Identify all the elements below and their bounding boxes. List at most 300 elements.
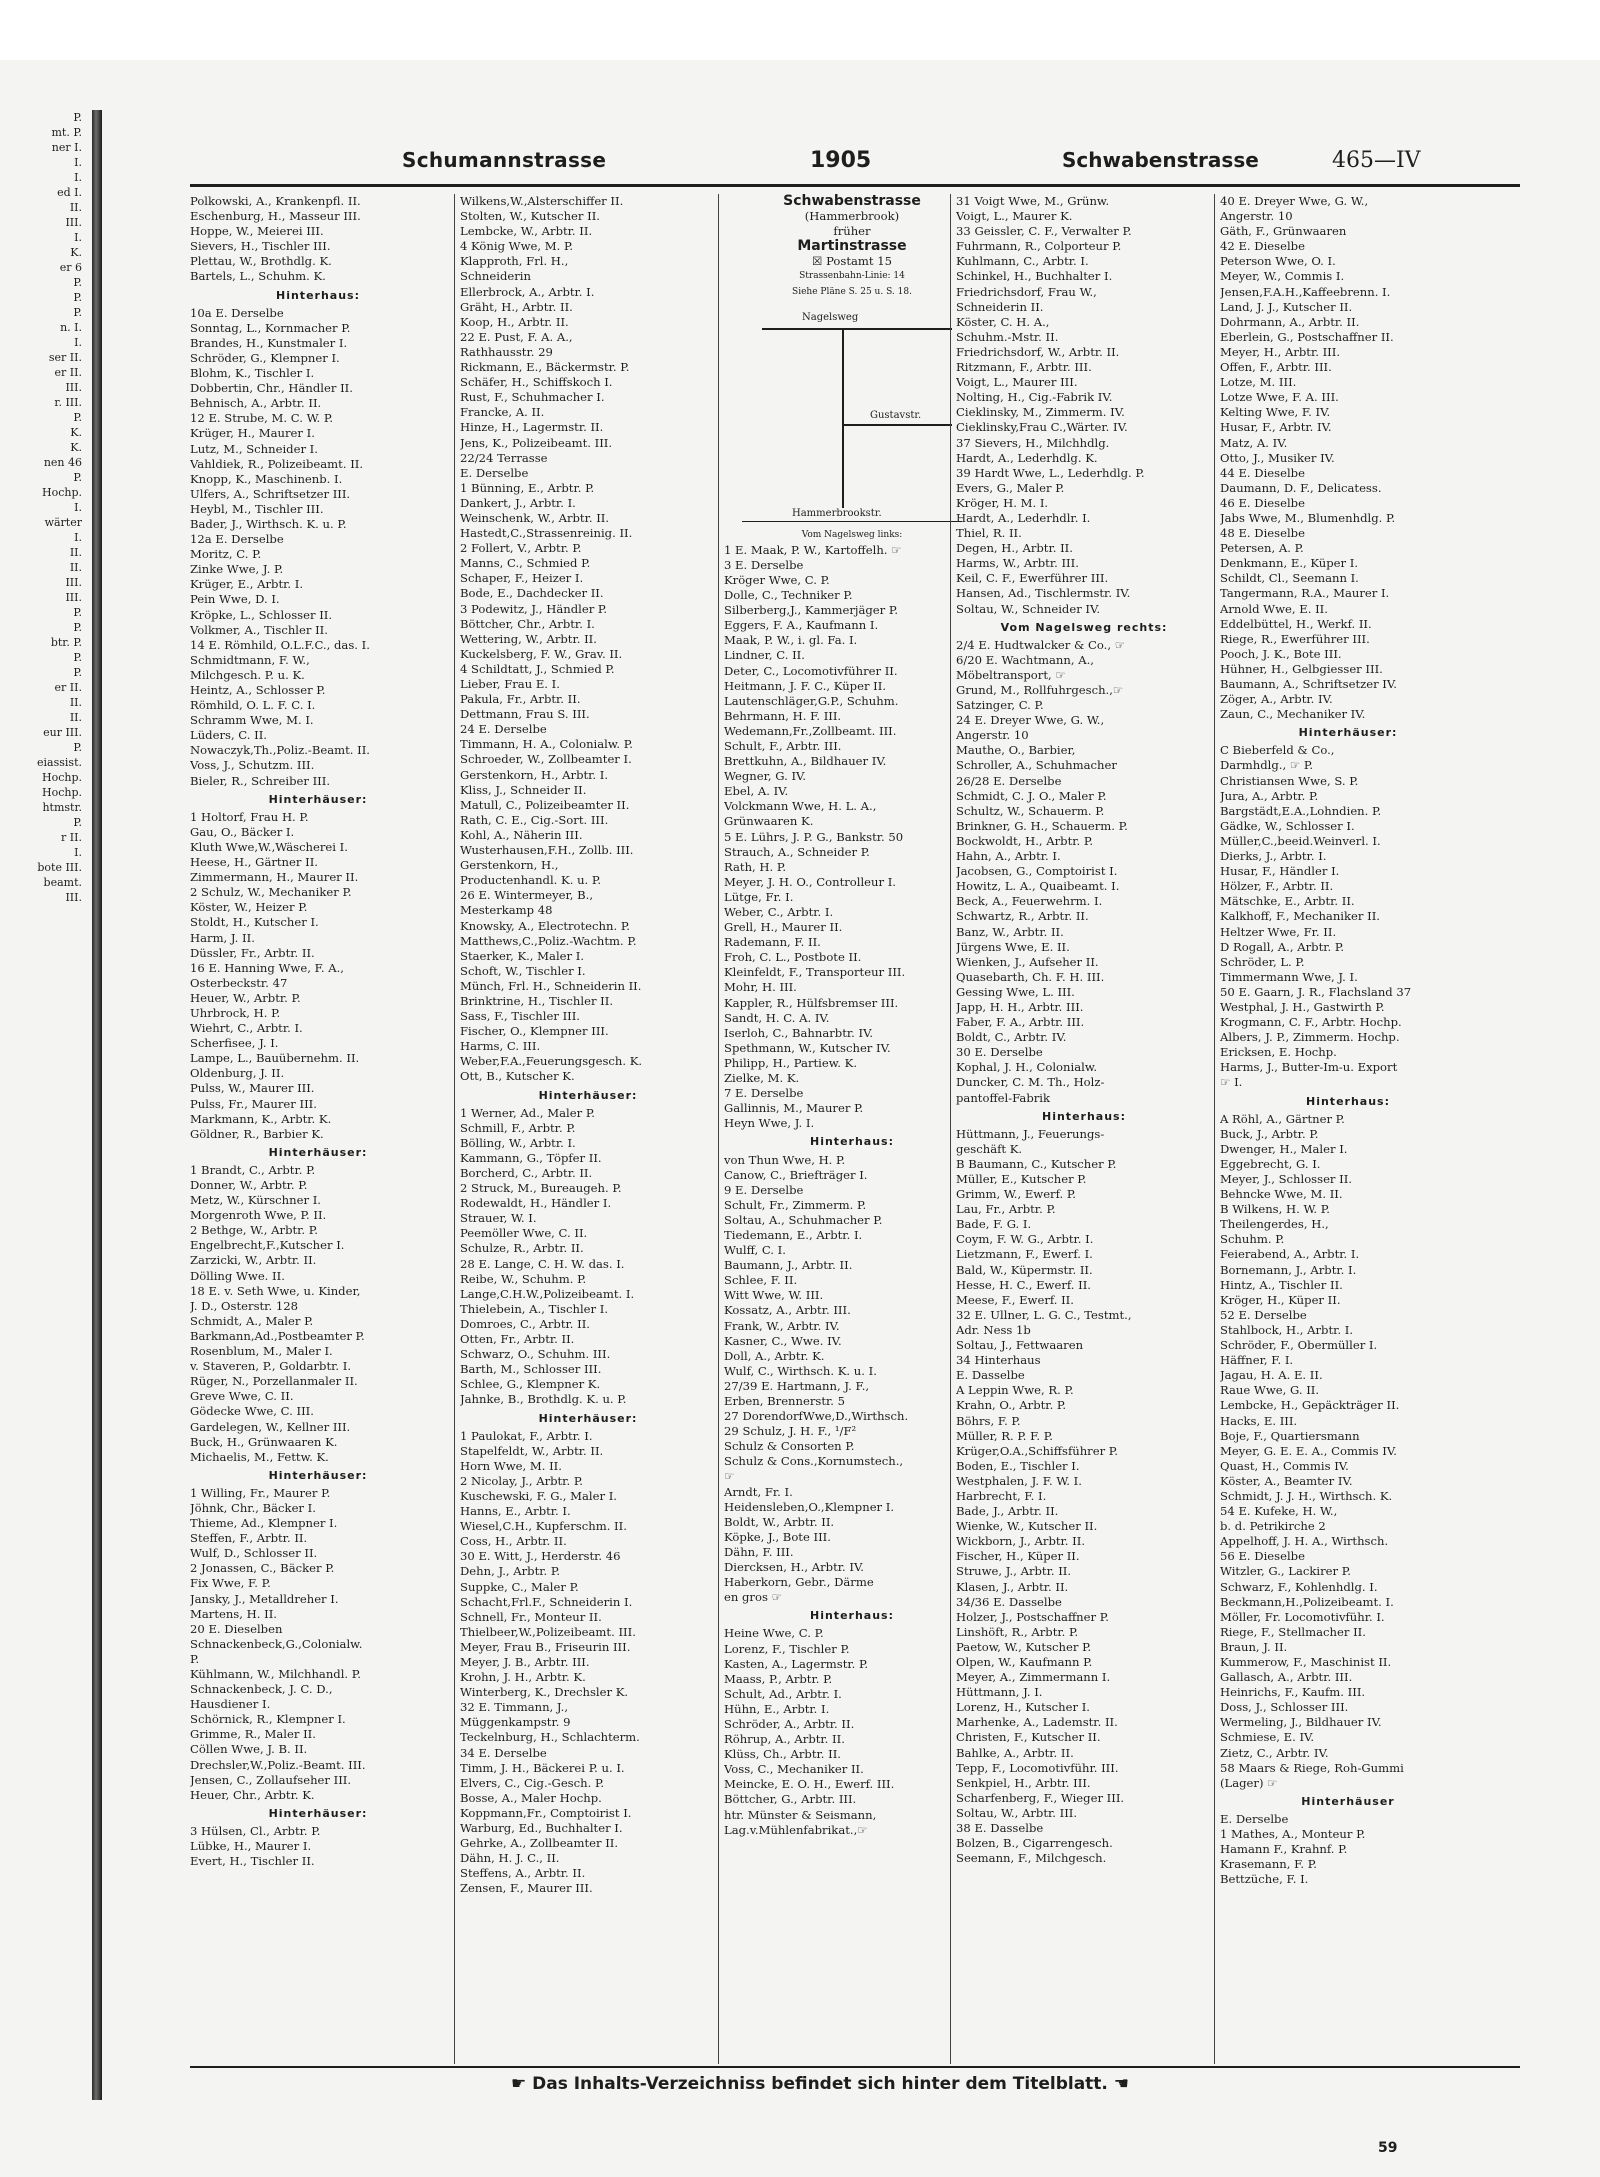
directory-entry: Kelting Wwe, F. IV. <box>1220 405 1331 420</box>
directory-entry: 20 E. Dieselben <box>190 1621 283 1636</box>
directory-entry: Hesse, H. C., Ewerf. II. <box>956 1277 1091 1292</box>
directory-entry: Degen, H., Arbtr. II. <box>956 541 1073 556</box>
directory-entry: Schmill, F., Arbtr. P. <box>460 1120 576 1135</box>
directory-entry: 1 Bünning, E., Arbtr. P. <box>460 480 595 495</box>
directory-entry: Witzler, G., Lackirer P. <box>1220 1564 1351 1579</box>
directory-entry: Nolting, H., Cig.-Fabrik IV. <box>956 390 1113 405</box>
scan-background-top <box>0 0 1600 60</box>
directory-entry: Klapproth, Frl. H., <box>460 254 569 269</box>
directory-entry: Stapelfeldt, W., Arbtr. II. <box>460 1443 604 1458</box>
directory-entry: Göldner, R., Barbier K. <box>190 1126 324 1141</box>
directory-entry: Heltzer Wwe, Fr. II. <box>1220 924 1337 939</box>
directory-entry: Kuckelsberg, F. W., Grav. II. <box>460 646 623 661</box>
directory-entry: Schramm Wwe, M. I. <box>190 713 314 728</box>
directory-entry: Productenhandl. K. u. P. <box>460 873 602 888</box>
directory-entry: Spethmann, W., Kutscher IV. <box>724 1040 891 1055</box>
directory-entry: Kröpke, L., Schlosser II. <box>190 607 333 622</box>
directory-entry: 34 E. Derselbe <box>460 1745 547 1760</box>
directory-entry: Wermeling, J., Bildhauer IV. <box>1220 1715 1382 1730</box>
directory-entry: Timmermann Wwe, J. I. <box>1220 969 1358 984</box>
directory-entry: Theilengerdes, H., <box>1220 1217 1329 1232</box>
directory-entry: Schmidt, A., Maler P. <box>190 1313 314 1328</box>
directory-entry: 3 E. Derselbe <box>724 557 804 572</box>
directory-entry: Klasen, J., Arbtr. II. <box>956 1579 1069 1594</box>
directory-entry: Köster, W., Heizer P. <box>190 900 308 915</box>
directory-entry: Gäth, F., Grünwaaren <box>1220 224 1347 239</box>
directory-entry: Kammann, G., Töpfer II. <box>460 1150 602 1165</box>
directory-entry: 38 E. Dasselbe <box>956 1821 1044 1836</box>
old-street-name: Martinstrasse <box>797 238 907 255</box>
directory-entry: Schlee, F. II. <box>724 1273 798 1288</box>
directory-entry: Heybl, M., Tischler III. <box>190 501 324 516</box>
section-heading: Hinterhäuser: <box>1298 726 1398 740</box>
directory-entry: Heuer, W., Arbtr. P. <box>190 990 301 1005</box>
directory-entry: Soltau, A., Schuhmacher P. <box>724 1212 883 1227</box>
directory-entry: Markmann, K., Arbtr. K. <box>190 1111 332 1126</box>
directory-entry: Baumann, A., Schriftsetzer IV. <box>1220 677 1397 691</box>
directory-entry: Lautenschläger,G.P., Schuhm. <box>724 693 899 708</box>
directory-entry: Thieme, Ad., Klempner I. <box>190 1516 338 1531</box>
fragment-text: II. <box>69 696 82 709</box>
directory-entry: Beckmann,H.,Polizeibeamt. I. <box>1220 1594 1394 1609</box>
directory-entry: von Thun Wwe, H. P. <box>724 1152 846 1167</box>
directory-entry: 34/36 E. Dasselbe <box>956 1594 1062 1609</box>
directory-entry: 30 E. Witt, J., Herderstr. 46 <box>460 1549 621 1564</box>
directory-entry: Schinkel, H., Buchhalter I. <box>956 269 1113 284</box>
map-label-bottom: Hammerbrookstr. <box>792 507 882 519</box>
directory-entry: Rüger, N., Porzellanmaler II. <box>190 1374 358 1389</box>
directory-entry: Pulss, Fr., Maurer III. <box>190 1096 317 1111</box>
directory-entry: Boldt, W., Arbtr. II. <box>724 1514 835 1529</box>
directory-entry: Strauer, W. I. <box>460 1211 537 1226</box>
directory-entry: Zielke, M. K. <box>724 1071 800 1086</box>
directory-entry: Harbrecht, F. I. <box>956 1488 1047 1503</box>
directory-entry: Grünwaaren K. <box>724 814 814 829</box>
fragment-text: P. <box>73 666 82 679</box>
directory-entry: Weber,F.A.,Feuerungsgesch. K. <box>460 1054 643 1069</box>
fragment-text: III. <box>65 381 82 394</box>
directory-entry: Gessing Wwe, L. III. <box>956 984 1075 999</box>
directory-entry: 4 König Wwe, M. P. <box>460 239 574 254</box>
directory-entry: Krüger,O.A.,Schiffsführer P. <box>956 1443 1118 1458</box>
directory-entry: Timm, J. H., Bäckerei P. u. I. <box>460 1760 625 1775</box>
column-1 <box>190 194 446 1869</box>
directory-entry: Brinkner, G. H., Schauerm. P. <box>956 818 1128 833</box>
fragment-text: er II. <box>54 366 82 379</box>
directory-entry: Staerker, K., Maler I. <box>460 948 585 963</box>
fragment-text: Hochp. <box>42 786 82 799</box>
directory-entry: Ellerbrock, A., Arbtr. I. <box>460 284 595 299</box>
corner-page-number: 59 <box>1378 2140 1398 2156</box>
directory-entry: Wegner, G. IV. <box>724 769 807 784</box>
directory-entry: Banz, W., Arbtr. II. <box>956 924 1064 939</box>
fragment-text: beamt. <box>43 876 82 889</box>
directory-entry: Friedrichsdorf, Frau W., <box>956 284 1097 299</box>
directory-entry: Schulze, R., Arbtr. II. <box>460 1241 584 1256</box>
directory-entry: Rust, F., Schuhmacher I. <box>460 390 605 405</box>
directory-entry: Lorenz, H., Kutscher I. <box>956 1700 1090 1715</box>
fragment-text: K. <box>70 426 82 439</box>
directory-entry: 1 Holtorf, Frau H. P. <box>190 809 309 824</box>
fragment-text: P. <box>73 111 82 124</box>
directory-entry: Lange,C.H.W.,Polizeibeamt. I. <box>460 1286 635 1301</box>
directory-entry: Husar, F., Arbtr. IV. <box>1220 420 1332 435</box>
directory-entry: Gödecke Wwe, C. III. <box>190 1404 314 1419</box>
directory-entry: Zaun, C., Mechaniker IV. <box>1220 707 1366 722</box>
fragment-text: III. <box>65 591 82 604</box>
directory-entry: Arndt, Fr. I. <box>724 1484 793 1499</box>
directory-entry: 2 Jonassen, C., Bäcker P. <box>190 1561 335 1576</box>
directory-entry: Morgenroth Wwe, P. II. <box>190 1208 327 1223</box>
directory-entry: Bade, J., Arbtr. II. <box>956 1504 1059 1519</box>
directory-entry: Meyer, J. H. O., Controlleur I. <box>724 874 896 889</box>
directory-entry: Dehn, J., Arbtr. P. <box>460 1564 561 1579</box>
section-heading: Hinterhäuser: <box>538 1088 638 1102</box>
directory-entry: Greve Wwe, C. II. <box>190 1389 294 1404</box>
directory-entry: Winterberg, K., Drechsler K. <box>460 1685 629 1700</box>
directory-entry: Zietz, C., Arbtr. IV. <box>1220 1745 1329 1760</box>
directory-entry: Soltau, W., Arbtr. III. <box>956 1805 1078 1820</box>
directory-entry: 34 Hinterhaus <box>956 1353 1041 1368</box>
directory-entry: 4 Schildtatt, J., Schmied P. <box>460 661 615 676</box>
directory-entry: 22/24 Terrasse <box>460 450 548 465</box>
directory-entry: Scherfisee, J. I. <box>190 1036 279 1051</box>
directory-entry: Wulff, C. I. <box>724 1243 786 1258</box>
fragment-text: nen 46 <box>43 456 82 469</box>
directory-entry: Dwenger, H., Maler I. <box>1220 1141 1348 1156</box>
directory-entry: Zensen, F., Maurer III. <box>460 1881 593 1896</box>
directory-entry: Behnisch, A., Arbtr. II. <box>190 396 322 411</box>
directory-entry: Brandes, H., Kunstmaler I. <box>190 335 348 350</box>
directory-entry: Rodewaldt, H., Händler I. <box>460 1196 612 1211</box>
directory-entry: Lembcke, W., Arbtr. II. <box>460 224 593 239</box>
directory-entry: Milchgesch. P. u. K. <box>190 667 305 682</box>
directory-entry: Seemann, F., Milchgesch. <box>956 1851 1107 1866</box>
directory-entry: Bettzüche, F. I. <box>1220 1872 1309 1887</box>
directory-entry: Strauch, A., Schneider P. <box>724 844 870 859</box>
directory-entry: htr. Münster & Seismann, <box>724 1807 877 1822</box>
directory-entry: Heintz, A., Schlosser P. <box>190 683 326 697</box>
fragment-text: II. <box>69 201 82 214</box>
footer-note: ☛ Das Inhalts-Verzeichniss befindet sich hinter dem Titelblatt. ☚ <box>510 2074 1130 2094</box>
directory-entry: Thiel, R. II. <box>956 526 1022 541</box>
directory-entry: E. Derselbe <box>460 465 529 480</box>
directory-entry: Kasten, A., Lagermstr. P. <box>724 1656 869 1671</box>
directory-entry: Teckelnburg, H., Schlachterm. <box>460 1730 640 1745</box>
directory-entry: Buck, J., Arbtr. P. <box>1220 1126 1319 1141</box>
directory-entry: Hüttmann, J., Feuerungs- <box>956 1126 1105 1141</box>
directory-entry: Linshöft, R., Arbtr. P. <box>956 1624 1079 1639</box>
map-road-top <box>762 328 952 330</box>
directory-entry: Meese, F., Ewerf. II. <box>956 1292 1074 1307</box>
directory-entry: Haberkorn, Gebr., Därme <box>724 1575 874 1590</box>
directory-entry: Jahnke, B., Brothdlg. K. u. P. <box>460 1392 627 1407</box>
street-map <box>742 306 962 522</box>
directory-entry: Meyer, A., Zimmermann I. <box>956 1670 1111 1685</box>
directory-entry: Domroes, C., Arbtr. II. <box>460 1316 590 1331</box>
directory-entry: Westphal, J. H., Gastwirth P. <box>1220 999 1385 1014</box>
directory-entry: Rath, C. E., Cig.-Sort. III. <box>460 812 609 827</box>
directory-entry: Paetow, W., Kutscher P. <box>956 1639 1092 1654</box>
directory-entry: Heine Wwe, C. P. <box>724 1626 824 1641</box>
directory-entry: Schäfer, H., Schiffskoch I. <box>460 375 613 390</box>
directory-entry: Möbeltransport, ☞ <box>956 667 1066 682</box>
fragment-text: K. <box>70 246 82 259</box>
directory-entry: Donner, W., Arbtr. P. <box>190 1178 308 1192</box>
directory-entry: 28 E. Lange, C. H. W. das. I. <box>460 1256 625 1271</box>
directory-entry: Krahn, O., Arbtr. P. <box>956 1398 1067 1413</box>
directory-entry: Schlee, G., Klempner K. <box>460 1377 601 1392</box>
directory-entry: Grimm, W., Ewerf. P. <box>956 1187 1076 1202</box>
fragment-text: P. <box>73 741 82 754</box>
directory-entry: 18 E. v. Seth Wwe, u. Kinder, <box>190 1283 361 1298</box>
fragment-text: htmstr. <box>42 801 82 814</box>
directory-entry: Peemöller Wwe, C. II. <box>460 1226 588 1241</box>
directory-entry: Gallasch, A., Arbtr. III. <box>1220 1670 1353 1685</box>
directory-entry: Düssler, Fr., Arbtr. II. <box>190 945 315 960</box>
directory-entry: Matz, A. IV. <box>1220 435 1288 450</box>
directory-entry: Buck, H., Grünwaaren K. <box>190 1434 338 1449</box>
section-heading: Hinterhäuser: <box>268 1806 368 1820</box>
directory-entry: 2 Schulz, W., Mechaniker P. <box>190 885 352 900</box>
directory-entry: 2 Follert, V., Arbtr. P. <box>460 541 582 556</box>
directory-entry: 46 E. Dieselbe <box>1220 495 1305 510</box>
directory-entry: Bartels, L., Schuhm. K. <box>190 269 326 284</box>
directory-entry: Beck, A., Feuerwehrm. I. <box>956 894 1103 909</box>
directory-entry: Mohr, H. III. <box>724 980 797 995</box>
directory-entry: Dähn, H. J. C., II. <box>460 1851 560 1866</box>
directory-entry: 50 E. Gaarn, J. R., Flachsland 37 <box>1220 984 1412 999</box>
directory-entry: 56 E. Dieselbe <box>1220 1549 1305 1564</box>
directory-entry: 26 E. Wintermeyer, B., <box>460 888 594 903</box>
directory-entry: E. Dasselbe <box>956 1368 1025 1383</box>
directory-entry: Gräht, H., Arbtr. II. <box>460 299 573 314</box>
directory-entry: 32 E. Ullner, L. G. C., Testmt., <box>956 1307 1132 1322</box>
directory-entry: Otten, Fr., Arbtr. II. <box>460 1332 575 1347</box>
directory-entry: Ulfers, A., Schriftsetzer III. <box>190 486 351 501</box>
directory-entry: Harms, W., Arbtr. III. <box>956 556 1079 571</box>
directory-entry: Meyer, W., Commis I. <box>1220 269 1345 284</box>
directory-entry: Petersen, A. P. <box>1220 541 1304 556</box>
directory-entry: Thielbeer,W.,Polizeibeamt. III. <box>460 1624 636 1639</box>
directory-entry: 1 Werner, Ad., Maler P. <box>460 1105 595 1120</box>
fragment-text: P. <box>73 471 82 484</box>
directory-entry: Timmann, H. A., Colonialw. P. <box>460 737 633 752</box>
directory-entry: Keil, C. F., Ewerführer III. <box>956 571 1109 586</box>
directory-entry: Iserloh, C., Bahnarbtr. IV. <box>724 1025 874 1040</box>
directory-entry: Raue Wwe, G. II. <box>1220 1383 1320 1398</box>
directory-entry: Olpen, W., Kaufmann P. <box>956 1655 1093 1669</box>
directory-entry: Koppmann,Fr., Comptoirist I. <box>460 1805 632 1820</box>
directory-entry: Rademann, F. II. <box>724 935 821 950</box>
directory-entry: Bader, J., Wirthsch. K. u. P. <box>190 516 347 531</box>
directory-entry: v. Staveren, P., Goldarbtr. I. <box>190 1359 352 1374</box>
directory-entry: Wedemann,Fr.,Zollbeamt. III. <box>724 723 897 738</box>
section-heading: Hinterhaus: <box>276 288 360 302</box>
directory-entry: Steffen, F., Arbtr. II. <box>190 1531 308 1546</box>
directory-entry: Cöllen Wwe, J. B. II. <box>190 1742 308 1757</box>
directory-entry: Jansky, J., Metalldreher I. <box>190 1591 339 1606</box>
directory-entry: Rath, H. P. <box>724 859 787 874</box>
directory-entry: Dankert, J., Arbtr. I. <box>460 495 576 510</box>
directory-entry: Jöhnk, Chr., Bäcker I. <box>190 1500 316 1515</box>
adjacent-page-fragment <box>0 110 88 2100</box>
directory-entry: b. d. Petrikirche 2 <box>1220 1519 1326 1534</box>
directory-entry: Jura, A., Arbtr. P. <box>1220 788 1319 803</box>
directory-entry: ☞ <box>724 1469 735 1484</box>
directory-entry: 27/39 E. Hartmann, J. F., <box>724 1378 870 1393</box>
directory-entry: Soltau, J., Fettwaaren <box>956 1338 1084 1353</box>
directory-entry: Scharfenberg, F., Wieger III. <box>956 1790 1125 1805</box>
directory-entry: Müller, E., Kutscher P. <box>956 1172 1087 1186</box>
right-street-title: Schwabenstrasse <box>1062 148 1259 172</box>
directory-entry: Boldt, C., Arbtr. IV. <box>956 1030 1067 1045</box>
directory-entry: Ott, B., Kutscher K. <box>460 1069 575 1084</box>
directory-entry: Wilkens,W.,Alsterschiffer II. <box>460 194 624 208</box>
directory-entry: E. Derselbe <box>1220 1811 1289 1826</box>
directory-entry: Quast, H., Commis IV. <box>1220 1458 1349 1473</box>
directory-entry: 37 Sievers, H., Milchhdlg. <box>956 435 1110 450</box>
directory-entry: Horn Wwe, M. II. <box>460 1458 562 1473</box>
directory-entry: Kuschewski, F. G., Maler I. <box>460 1488 617 1503</box>
fragment-text: wärter <box>44 516 82 529</box>
directory-entry: Zinke Wwe, J. P. <box>190 562 284 577</box>
directory-entry: Eschenburg, H., Masseur III. <box>190 209 361 224</box>
directory-entry: 52 E. Derselbe <box>1220 1307 1307 1322</box>
map-label-right: Gustavstr. <box>870 409 922 421</box>
directory-entry: Lorenz, F., Tischler P. <box>724 1641 850 1656</box>
section-heading: Vom Nagelsweg rechts: <box>1000 620 1168 634</box>
directory-entry: Michaelis, M., Fettw. K. <box>190 1449 329 1464</box>
directory-entry: Schröder, L. P. <box>1220 954 1305 969</box>
directory-entry: Pulss, W., Maurer III. <box>190 1081 315 1096</box>
directory-entry: Zöger, A., Arbtr. IV. <box>1220 692 1333 707</box>
directory-entry: Stahlbock, H., Arbtr. I. <box>1220 1322 1354 1337</box>
directory-entry: 29 Schulz, J. H. F., ¹/F² <box>724 1424 857 1439</box>
directory-entry: Kühlmann, W., Milchhandl. P. <box>190 1667 361 1681</box>
directory-entry: geschäft K. <box>956 1141 1023 1156</box>
directory-entry: 6/20 E. Wachtmann, A., <box>956 652 1094 667</box>
directory-entry: Lotze Wwe, F. A. III. <box>1220 390 1339 405</box>
directory-entry: Kalkhoff, F., Mechaniker II. <box>1220 909 1380 924</box>
directory-entry: Plettau, W., Brothdlg. K. <box>190 254 332 269</box>
directory-entry: Howitz, L. A., Quaibeamt. I. <box>956 879 1120 894</box>
directory-entry: Pooch, J. K., Bote III. <box>1220 646 1342 661</box>
directory-entry: Friedrichsdorf, W., Arbtr. II. <box>956 344 1120 359</box>
directory-entry: Behncke Wwe, M. II. <box>1220 1187 1343 1202</box>
directory-entry: Bosse, A., Maler Hochp. <box>460 1790 602 1805</box>
directory-entry: Quasebarth, Ch. F. H. III. <box>956 969 1105 984</box>
directory-entry: Knopp, K., Maschinenb. I. <box>190 471 343 486</box>
directory-entry: Meincke, E. O. H., Ewerf. III. <box>724 1777 895 1792</box>
directory-entry: Uhrbrock, H. P. <box>190 1005 281 1020</box>
directory-entry: Bieler, R., Schreiber III. <box>190 773 331 788</box>
directory-entry: Grell, H., Maurer II. <box>724 920 843 935</box>
directory-entry: Knowsky, A., Electrotechn. P. <box>460 918 630 933</box>
directory-entry: Gardelegen, W., Kellner III. <box>190 1419 351 1434</box>
directory-entry: 27 DorendorfWwe,D.,Wirthsch. <box>724 1409 909 1424</box>
directory-entry: Angerstr. 10 <box>1220 209 1293 224</box>
directory-entry: Schroller, A., Schuhmacher <box>956 758 1117 773</box>
fragment-text: I. <box>74 501 82 514</box>
directory-entry: Harm, J. II. <box>190 930 255 945</box>
column-2 <box>460 194 716 1897</box>
directory-entry: Schmidtmann, F. W., <box>190 652 310 667</box>
directory-entry: Faber, F. A., Arbtr. III. <box>956 1015 1085 1030</box>
fragment-text: I. <box>74 171 82 184</box>
directory-entry: Jürgens Wwe, E. II. <box>956 939 1070 954</box>
directory-entry: Borcherd, C., Arbtr. II. <box>460 1166 593 1180</box>
directory-entry: Lutz, M., Schneider I. <box>190 441 318 456</box>
fragment-text: I. <box>74 846 82 859</box>
directory-entry: Meyer, G. E. E. A., Commis IV. <box>1220 1443 1397 1458</box>
directory-entry: Zarzicki, W., Arbtr. II. <box>190 1253 317 1268</box>
directory-entry: Jacobsen, G., Comptoirist I. <box>956 864 1118 879</box>
directory-entry: Bornemann, J., Arbtr. I. <box>1220 1262 1357 1277</box>
map-label-top: Nagelsweg <box>802 311 859 323</box>
header-rule <box>190 184 1520 187</box>
directory-entry: Mesterkamp 48 <box>460 903 553 918</box>
directory-entry: Heinrichs, F., Kaufm. III. <box>1220 1685 1366 1700</box>
fragment-text: III. <box>65 216 82 229</box>
directory-entry: Schult, F., Arbtr. III. <box>724 738 842 753</box>
directory-entry: 42 E. Dieselbe <box>1220 239 1305 254</box>
directory-entry: Wettering, W., Arbtr. II. <box>460 631 597 646</box>
directory-entry: Lau, Fr., Arbtr. P. <box>956 1202 1056 1217</box>
directory-entry: Heitmann, J. F. C., Küper II. <box>724 678 887 693</box>
directory-entry: Bölling, W., Arbtr. I. <box>460 1135 576 1150</box>
fragment-text: II. <box>69 561 82 574</box>
directory-entry: Schneiderin <box>460 269 531 284</box>
directory-entry: Schwarz, O., Schuhm. III. <box>460 1347 611 1362</box>
directory-entry: Kasner, C., Wwe. IV. <box>724 1333 842 1348</box>
directory-entry: Schmidt, J. J. H., Wirthsch. K. <box>1220 1488 1393 1503</box>
directory-entry: Stoldt, H., Kutscher I. <box>190 915 319 930</box>
directory-entry: 2 Struck, M., Bureaugeh. P. <box>460 1181 622 1196</box>
directory-entry: Krüger, E., Arbtr. I. <box>190 577 304 592</box>
fragment-text: I. <box>74 336 82 349</box>
directory-entry: Dierks, J., Arbtr. I. <box>1220 849 1327 864</box>
directory-entry: J. D., Osterstr. 128 <box>190 1298 298 1313</box>
directory-entry: 24 E. Derselbe <box>460 722 547 737</box>
directory-entry: Bade, F. G. I. <box>956 1217 1032 1232</box>
directory-entry: Suppke, C., Maler P. <box>460 1579 579 1594</box>
fragment-text: P. <box>73 411 82 424</box>
directory-page <box>120 100 1560 2156</box>
directory-entry: Silberberg,J., Kammerjäger P. <box>724 603 899 618</box>
directory-entry: Ebel, A. IV. <box>724 784 789 799</box>
directory-entry: Voss, C., Mechaniker II. <box>724 1762 864 1777</box>
directory-entry: Lag.v.Mühlenfabrikat.,☞ <box>724 1822 868 1837</box>
directory-entry: Klüss, Ch., Arbtr. II. <box>724 1747 841 1762</box>
directory-entry: Appelhoff, J. H. A., Wirthsch. <box>1220 1534 1389 1549</box>
directory-entry: Lietzmann, F., Ewerf. I. <box>956 1247 1093 1262</box>
directory-entry: Bode, E., Dachdecker II. <box>460 586 604 601</box>
fragment-text: er 6 <box>59 261 82 274</box>
directory-entry: Reibe, W., Schuhm. P. <box>460 1271 587 1286</box>
fragment-text: II. <box>69 711 82 724</box>
directory-entry: Schnackenbeck,G.,Colonialw. <box>190 1636 363 1651</box>
directory-entry: Lüders, C. II. <box>190 728 267 743</box>
directory-entry: Heidensleben,O.,Klempner I. <box>724 1499 895 1514</box>
directory-entry: Christen, F., Kutscher II. <box>956 1730 1101 1745</box>
directory-entry: Warburg, Ed., Buchhalter I. <box>460 1821 623 1836</box>
directory-entry: Dohrmann, A., Arbtr. II. <box>1220 314 1360 329</box>
directory-entry: 1 Paulokat, F., Arbtr. I. <box>460 1428 593 1443</box>
directory-entry: Hühner, H., Gelbgiesser III. <box>1220 661 1383 676</box>
column-divider <box>950 194 951 2064</box>
directory-entry: Fischer, O., Klempner III. <box>460 1024 609 1039</box>
